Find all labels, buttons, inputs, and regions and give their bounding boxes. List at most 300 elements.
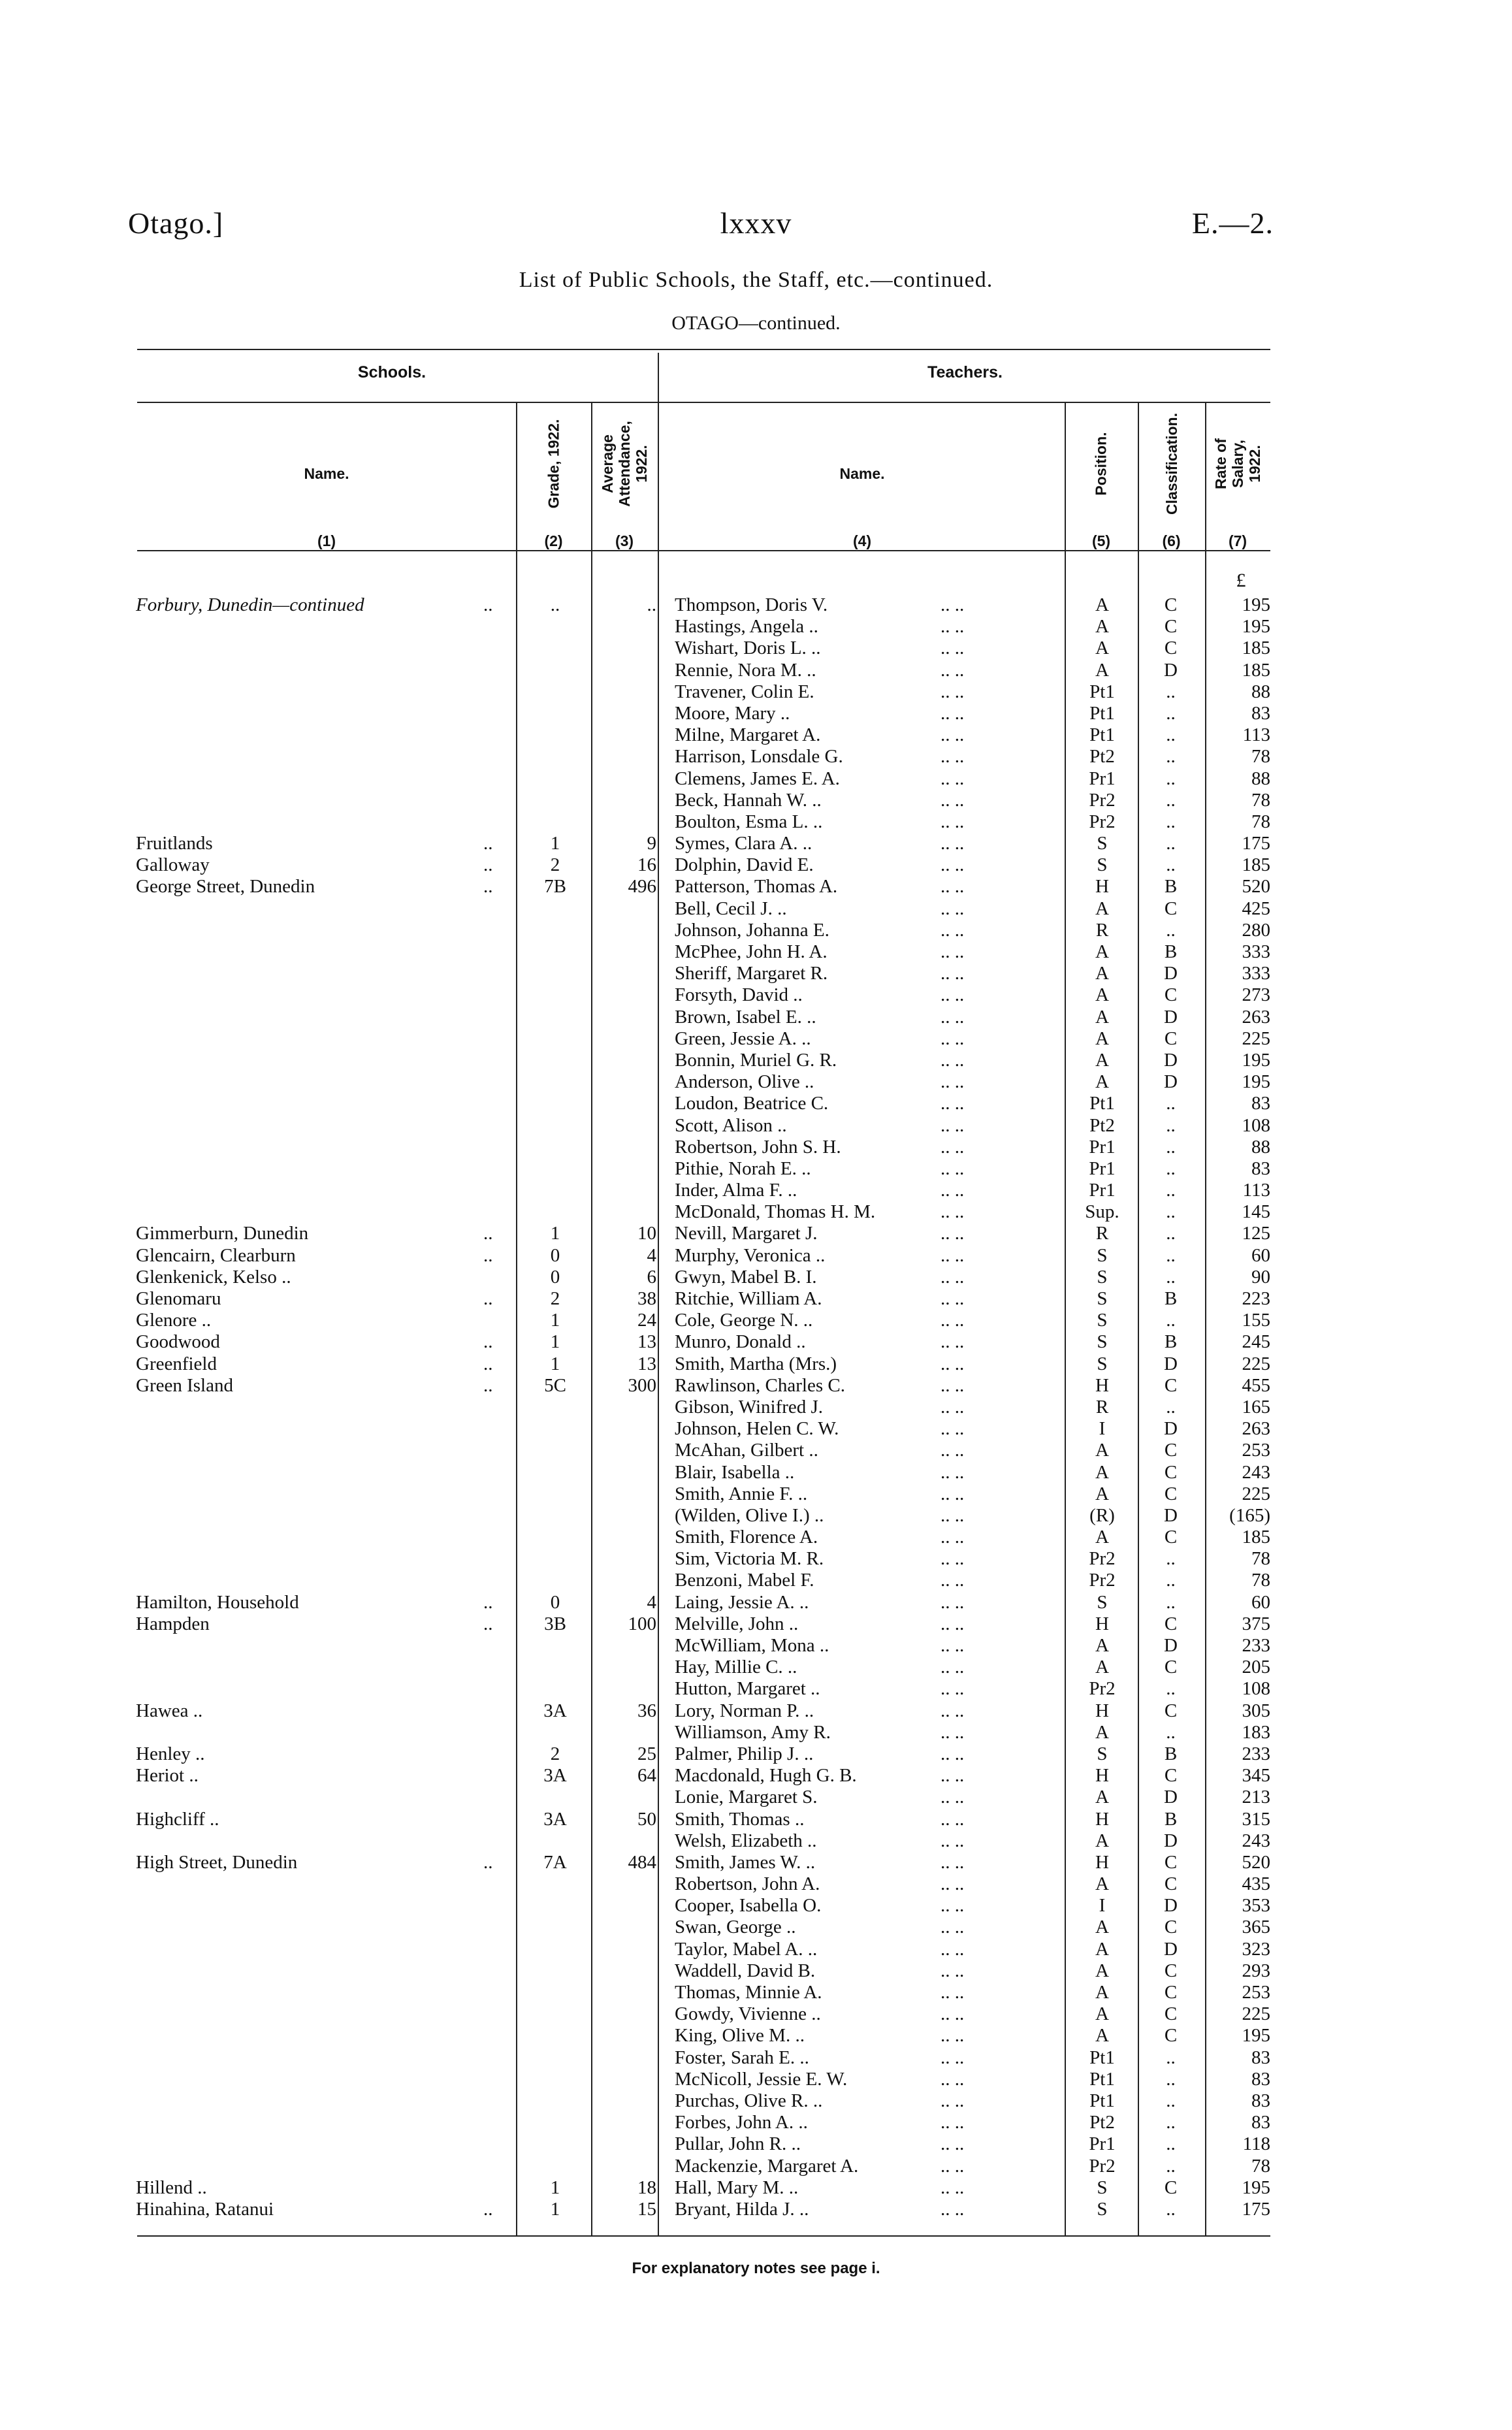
column-number: (1) bbox=[317, 532, 336, 549]
leader-dots-cell: .. bbox=[483, 2198, 493, 2220]
leader-dots-cell: .. .. bbox=[941, 1440, 965, 1461]
teacher-name-cell: Munro, Donald .. bbox=[675, 1331, 806, 1353]
leader-dots-cell: .. .. bbox=[941, 1873, 965, 1895]
teacher-name-cell: Hay, Millie C. .. bbox=[675, 1657, 797, 1678]
position-cell: S bbox=[1097, 1244, 1108, 1266]
position-cell: A bbox=[1095, 1635, 1109, 1656]
classification-cell: .. bbox=[1166, 681, 1176, 702]
salary-cell: 213 bbox=[1242, 1787, 1270, 1808]
school-name-cell: Forbury, Dunedin—continued bbox=[136, 594, 364, 615]
salary-cell: 520 bbox=[1242, 876, 1270, 898]
grade-cell: 0 bbox=[550, 1266, 560, 1288]
position-cell: A bbox=[1095, 984, 1109, 1006]
leader-dots-cell: .. .. bbox=[941, 594, 965, 615]
table-row bbox=[0, 941, 1512, 963]
salary-cell: 315 bbox=[1242, 1808, 1270, 1830]
salary-cell: 353 bbox=[1242, 1895, 1270, 1917]
teacher-name-cell: Rennie, Nora M. .. bbox=[675, 659, 816, 681]
teacher-name-cell: Welsh, Elizabeth .. bbox=[675, 1830, 817, 1851]
grade-cell: 1 bbox=[550, 2177, 560, 2198]
position-cell: A bbox=[1095, 594, 1109, 615]
position-cell: A bbox=[1095, 963, 1109, 984]
leader-dots-cell: .. .. bbox=[941, 1504, 965, 1526]
salary-cell: 195 bbox=[1242, 2025, 1270, 2047]
table-row bbox=[0, 876, 1512, 898]
salary-cell: 263 bbox=[1242, 1006, 1270, 1028]
attendance-cell: 25 bbox=[637, 1743, 656, 1764]
leader-dots-cell: .. .. bbox=[941, 2112, 965, 2133]
leader-dots-cell: .. bbox=[483, 1244, 493, 1266]
attendance-cell: 16 bbox=[637, 854, 656, 876]
salary-cell: 185 bbox=[1242, 1527, 1270, 1548]
position-cell: Pt1 bbox=[1089, 1093, 1115, 1114]
salary-cell: 293 bbox=[1242, 1960, 1270, 1981]
classification-cell: .. bbox=[1166, 854, 1176, 876]
position-cell: Pr2 bbox=[1089, 789, 1116, 811]
table-row bbox=[0, 1288, 1512, 1310]
teacher-name-cell: Blair, Isabella .. bbox=[675, 1461, 795, 1483]
salary-cell: 175 bbox=[1242, 833, 1270, 854]
leader-dots-cell: .. .. bbox=[941, 1765, 965, 1787]
table-row bbox=[0, 1007, 1512, 1028]
classification-cell: .. bbox=[1166, 1201, 1176, 1223]
leader-dots-cell: .. .. bbox=[941, 702, 965, 724]
attendance-cell: 10 bbox=[637, 1223, 656, 1244]
attendance-cell: 496 bbox=[628, 876, 656, 898]
teacher-name-cell: Hastings, Angela .. bbox=[675, 616, 818, 638]
attendance-cell: 4 bbox=[647, 1591, 656, 1613]
running-header-right: E.—2. bbox=[1191, 206, 1274, 240]
teacher-name-cell: Milne, Margaret A. bbox=[675, 724, 821, 746]
table-row bbox=[0, 1613, 1512, 1635]
classification-cell: B bbox=[1164, 1808, 1178, 1830]
leader-dots-cell: .. bbox=[483, 833, 493, 854]
column-header-rule bbox=[137, 550, 1270, 551]
teacher-name-cell: Travener, Colin E. bbox=[675, 681, 814, 702]
teacher-name-cell: Pullar, John R. .. bbox=[675, 2133, 801, 2155]
position-cell: R bbox=[1095, 1223, 1109, 1244]
classification-cell: C bbox=[1164, 1657, 1178, 1678]
classification-cell: C bbox=[1164, 1483, 1178, 1504]
position-cell: S bbox=[1097, 2177, 1108, 2198]
table-row bbox=[0, 833, 1512, 854]
position-cell: A bbox=[1095, 1938, 1109, 1960]
attendance-cell: 15 bbox=[637, 2198, 656, 2220]
teacher-name-cell: King, Olive M. .. bbox=[675, 2025, 805, 2047]
position-cell: Pr2 bbox=[1089, 1548, 1116, 1570]
classification-cell: C bbox=[1164, 616, 1178, 638]
leader-dots-cell: .. .. bbox=[941, 1657, 965, 1678]
position-cell: I bbox=[1099, 1895, 1106, 1917]
teacher-name-cell: Forsyth, David .. bbox=[675, 984, 803, 1006]
grade-column-heading bbox=[516, 405, 591, 523]
position-cell: A bbox=[1095, 1830, 1109, 1851]
teacher-name-cell: Johnson, Helen C. W. bbox=[675, 1418, 839, 1440]
teacher-name-cell: Sheriff, Margaret R. bbox=[675, 963, 828, 984]
leader-dots-cell: .. .. bbox=[941, 1006, 965, 1028]
table-bottom-rule bbox=[137, 2235, 1270, 2237]
grade-column-heading-label: Grade, 1922. bbox=[545, 419, 562, 509]
salary-cell: 253 bbox=[1242, 1440, 1270, 1461]
teacher-name-cell: (Wilden, Olive I.) .. bbox=[675, 1504, 824, 1526]
teacher-name-cell: Green, Jessie A. .. bbox=[675, 1028, 811, 1049]
teacher-name-cell: Pithie, Norah E. .. bbox=[675, 1158, 811, 1179]
classification-cell: D bbox=[1164, 963, 1178, 984]
position-cell: A bbox=[1095, 1440, 1109, 1461]
table-row bbox=[0, 1548, 1512, 1570]
classification-column-heading-label: Classification. bbox=[1163, 413, 1180, 515]
position-cell: H bbox=[1095, 876, 1109, 898]
leader-dots-cell: .. .. bbox=[941, 1938, 965, 1960]
table-row bbox=[0, 2069, 1512, 2090]
leader-dots-cell: .. .. bbox=[941, 1635, 965, 1656]
classification-cell: B bbox=[1164, 1743, 1178, 1764]
school-name-cell: Galloway bbox=[136, 854, 210, 876]
classification-cell: .. bbox=[1166, 1223, 1176, 1244]
salary-cell: 243 bbox=[1242, 1461, 1270, 1483]
classification-cell: C bbox=[1164, 1765, 1178, 1787]
attendance-cell: 18 bbox=[637, 2177, 656, 2198]
classification-cell: D bbox=[1164, 659, 1178, 681]
table-row bbox=[0, 2156, 1512, 2177]
table-row bbox=[0, 724, 1512, 746]
leader-dots-cell: .. .. bbox=[941, 941, 965, 962]
classification-cell: .. bbox=[1166, 1114, 1176, 1136]
leader-dots-cell: .. .. bbox=[941, 659, 965, 681]
leader-dots-cell: .. .. bbox=[941, 1374, 965, 1396]
classification-cell: .. bbox=[1166, 2112, 1176, 2133]
teacher-name-cell: Bryant, Hilda J. .. bbox=[675, 2198, 809, 2220]
teacher-name-cell: Melville, John .. bbox=[675, 1613, 799, 1634]
position-cell: A bbox=[1095, 1071, 1109, 1093]
teacher-name-cell: McAhan, Gilbert .. bbox=[675, 1440, 818, 1461]
classification-cell: D bbox=[1164, 1006, 1178, 1028]
classification-cell: .. bbox=[1166, 1244, 1176, 1266]
school-name-cell: Hamilton, Household bbox=[136, 1591, 299, 1613]
classification-cell: .. bbox=[1166, 1396, 1176, 1418]
leader-dots-cell: .. .. bbox=[941, 1743, 965, 1764]
position-cell: A bbox=[1095, 616, 1109, 638]
leader-dots-cell: .. .. bbox=[941, 1483, 965, 1504]
table-row bbox=[0, 1570, 1512, 1591]
teacher-name-cell: Bell, Cecil J. .. bbox=[675, 898, 787, 919]
school-name-cell: Fruitlands bbox=[136, 833, 213, 854]
position-cell: Pr2 bbox=[1089, 2155, 1116, 2177]
classification-cell: D bbox=[1164, 1895, 1178, 1917]
teacher-name-cell: Smith, James W. .. bbox=[675, 1851, 816, 1873]
leader-dots-cell: .. .. bbox=[941, 1201, 965, 1223]
salary-cell: 60 bbox=[1251, 1591, 1270, 1613]
position-cell: R bbox=[1095, 919, 1109, 941]
teacher-name-cell: Gibson, Winifred J. bbox=[675, 1396, 824, 1418]
column-number: (7) bbox=[1228, 532, 1247, 549]
school-name-cell: Glenomaru bbox=[136, 1288, 221, 1309]
teacher-name-cell: Cooper, Isabella O. bbox=[675, 1895, 822, 1917]
table-row bbox=[0, 1093, 1512, 1114]
schools-section-heading: Schools. bbox=[357, 363, 426, 381]
attendance-column-heading bbox=[591, 405, 658, 523]
table-row bbox=[0, 920, 1512, 941]
salary-cell: 375 bbox=[1242, 1613, 1270, 1634]
table-top-rule bbox=[137, 349, 1270, 350]
school-name-cell: High Street, Dunedin bbox=[136, 1851, 298, 1873]
classification-cell: C bbox=[1164, 1873, 1178, 1895]
teacher-name-cell: Wishart, Doris L. .. bbox=[675, 638, 821, 659]
classification-column-heading bbox=[1138, 405, 1205, 523]
teacher-name-cell: Palmer, Philip J. .. bbox=[675, 1743, 814, 1764]
classification-cell: C bbox=[1164, 638, 1178, 659]
attendance-cell: 9 bbox=[647, 833, 656, 854]
classification-cell: C bbox=[1164, 1440, 1178, 1461]
position-cell: A bbox=[1095, 659, 1109, 681]
teacher-name-cell: Moore, Mary .. bbox=[675, 702, 790, 724]
leader-dots-cell: .. .. bbox=[941, 1353, 965, 1374]
grade-cell: 1 bbox=[550, 1331, 560, 1353]
teacher-name-cell: Dolphin, David E. bbox=[675, 854, 814, 876]
salary-cell: 233 bbox=[1242, 1743, 1270, 1764]
table-row bbox=[0, 1267, 1512, 1288]
table-row bbox=[0, 963, 1512, 984]
classification-cell: .. bbox=[1166, 833, 1176, 854]
grade-cell: 1 bbox=[550, 1310, 560, 1331]
salary-cell: 83 bbox=[1251, 1158, 1270, 1179]
position-cell: S bbox=[1097, 2198, 1108, 2220]
table-row bbox=[0, 703, 1512, 724]
column-number: (4) bbox=[852, 532, 872, 549]
table-row bbox=[0, 1375, 1512, 1397]
leader-dots-cell: .. .. bbox=[941, 2003, 965, 2025]
salary-cell: 83 bbox=[1251, 2112, 1270, 2133]
table-row bbox=[0, 2047, 1512, 2069]
salary-cell: 225 bbox=[1242, 1028, 1270, 1049]
position-cell: Pt2 bbox=[1089, 2112, 1115, 2133]
teacher-name-cell: Patterson, Thomas A. bbox=[675, 876, 838, 898]
teacher-name-cell: Smith, Annie F. .. bbox=[675, 1483, 808, 1504]
classification-cell: C bbox=[1164, 1982, 1178, 2003]
attendance-cell: 24 bbox=[637, 1310, 656, 1331]
leader-dots-cell: .. .. bbox=[941, 876, 965, 898]
leader-dots-cell: .. .. bbox=[941, 963, 965, 984]
leader-dots-cell: .. .. bbox=[941, 2177, 965, 2198]
table-row bbox=[0, 1678, 1512, 1700]
salary-cell: 195 bbox=[1242, 594, 1270, 615]
teachers-section-heading: Teachers. bbox=[927, 363, 1003, 381]
classification-cell: D bbox=[1164, 1635, 1178, 1656]
position-cell: A bbox=[1095, 1873, 1109, 1895]
classification-cell: C bbox=[1164, 1527, 1178, 1548]
table-body bbox=[0, 594, 1512, 2220]
classification-cell: .. bbox=[1166, 1721, 1176, 1743]
teacher-name-cell: Smith, Martha (Mrs.) bbox=[675, 1353, 837, 1374]
classification-cell: C bbox=[1164, 1851, 1178, 1873]
leader-dots-cell: .. .. bbox=[941, 2198, 965, 2220]
position-cell: A bbox=[1095, 1721, 1109, 1743]
classification-cell: C bbox=[1164, 2177, 1178, 2198]
classification-cell: C bbox=[1164, 1700, 1178, 1721]
grade-cell: 1 bbox=[550, 1223, 560, 1244]
position-cell: R bbox=[1095, 1396, 1109, 1418]
position-cell: H bbox=[1095, 1851, 1109, 1873]
table-row bbox=[0, 1397, 1512, 1418]
leader-dots-cell: .. .. bbox=[941, 1570, 965, 1591]
salary-cell: 88 bbox=[1251, 768, 1270, 789]
salary-cell: 78 bbox=[1251, 789, 1270, 811]
position-cell: I bbox=[1099, 1418, 1106, 1440]
leader-dots-cell: .. .. bbox=[941, 984, 965, 1006]
classification-cell: D bbox=[1164, 1938, 1178, 1960]
grade-cell: 3A bbox=[543, 1808, 567, 1830]
salary-cell: 155 bbox=[1242, 1310, 1270, 1331]
classification-cell: D bbox=[1164, 1049, 1178, 1071]
salary-column-heading-label: Rate of Salary, 1922. bbox=[1212, 438, 1263, 489]
position-cell: H bbox=[1095, 1808, 1109, 1830]
table-row bbox=[0, 1505, 1512, 1527]
classification-cell: .. bbox=[1166, 2090, 1176, 2111]
attendance-cell: 50 bbox=[637, 1808, 656, 1830]
leader-dots-cell: .. .. bbox=[941, 919, 965, 941]
leader-dots-cell: .. .. bbox=[941, 1028, 965, 1049]
teacher-name-cell: Gowdy, Vivienne .. bbox=[675, 2003, 821, 2025]
position-cell: A bbox=[1095, 1787, 1109, 1808]
salary-cell: 305 bbox=[1242, 1700, 1270, 1721]
table-row bbox=[0, 811, 1512, 833]
column-number: (5) bbox=[1091, 532, 1111, 549]
table-row bbox=[0, 1722, 1512, 1743]
salary-cell: 280 bbox=[1242, 919, 1270, 941]
position-cell: A bbox=[1095, 1006, 1109, 1028]
teacher-name-cell: Hall, Mary M. .. bbox=[675, 2177, 799, 2198]
table-row bbox=[0, 1223, 1512, 1244]
teacher-name-cell: Rawlinson, Charles C. bbox=[675, 1374, 845, 1396]
position-cell: A bbox=[1095, 941, 1109, 962]
attendance-cell: 36 bbox=[637, 1700, 656, 1721]
teacher-name-cell: McDonald, Thomas H. M. bbox=[675, 1201, 876, 1223]
school-name-cell: George Street, Dunedin bbox=[136, 876, 315, 898]
position-cell: A bbox=[1095, 1960, 1109, 1981]
teacher-name-cell: Taylor, Mabel A. .. bbox=[675, 1938, 818, 1960]
position-cell: A bbox=[1095, 638, 1109, 659]
leader-dots-cell: .. .. bbox=[941, 1331, 965, 1353]
classification-cell: .. bbox=[1166, 1266, 1176, 1288]
leader-dots-cell: .. .. bbox=[941, 724, 965, 746]
salary-cell: 243 bbox=[1242, 1830, 1270, 1851]
salary-cell: 185 bbox=[1242, 854, 1270, 876]
table-row bbox=[0, 1071, 1512, 1093]
teacher-name-cell: Laing, Jessie A. .. bbox=[675, 1591, 809, 1613]
salary-cell: 88 bbox=[1251, 681, 1270, 702]
leader-dots-cell: .. .. bbox=[941, 1310, 965, 1331]
table-row bbox=[0, 768, 1512, 790]
grade-cell: 0 bbox=[550, 1591, 560, 1613]
position-cell: S bbox=[1097, 1331, 1108, 1353]
teacher-name-cell: Hutton, Margaret .. bbox=[675, 1678, 820, 1700]
table-row bbox=[0, 1418, 1512, 1440]
salary-cell: 253 bbox=[1242, 1982, 1270, 2003]
position-cell: Pt1 bbox=[1089, 2068, 1115, 2090]
leader-dots-cell: .. .. bbox=[941, 1244, 965, 1266]
table-row bbox=[0, 1028, 1512, 1050]
position-cell: A bbox=[1095, 1917, 1109, 1938]
salary-cell: 88 bbox=[1251, 1136, 1270, 1158]
classification-cell: C bbox=[1164, 1917, 1178, 1938]
salary-cell: 165 bbox=[1242, 1396, 1270, 1418]
classification-cell: .. bbox=[1166, 746, 1176, 768]
salary-cell: 83 bbox=[1251, 702, 1270, 724]
classification-cell: C bbox=[1164, 1374, 1178, 1396]
table-row bbox=[0, 854, 1512, 876]
leader-dots-cell: .. .. bbox=[941, 768, 965, 789]
leader-dots-cell: .. bbox=[483, 594, 493, 615]
salary-cell: 223 bbox=[1242, 1288, 1270, 1309]
leader-dots-cell: .. .. bbox=[941, 1591, 965, 1613]
table-row bbox=[0, 1787, 1512, 1808]
position-cell: S bbox=[1097, 1288, 1108, 1309]
footnote: For explanatory notes see page i. bbox=[632, 2260, 880, 2277]
page-number: lxxxv bbox=[720, 206, 792, 240]
position-cell: S bbox=[1097, 1353, 1108, 1374]
table-row bbox=[0, 681, 1512, 703]
table-row bbox=[0, 2199, 1512, 2220]
classification-cell: .. bbox=[1166, 1180, 1176, 1201]
salary-cell: 78 bbox=[1251, 1548, 1270, 1570]
salary-cell: 60 bbox=[1251, 1244, 1270, 1266]
leader-dots-cell: .. bbox=[483, 1223, 493, 1244]
leader-dots-cell: .. .. bbox=[941, 1158, 965, 1179]
teacher-name-cell: Smith, Thomas .. bbox=[675, 1808, 805, 1830]
leader-dots-cell: .. .. bbox=[941, 1613, 965, 1634]
salary-cell: 108 bbox=[1242, 1678, 1270, 1700]
leader-dots-cell: .. .. bbox=[941, 1071, 965, 1093]
school-name-cell: Goodwood bbox=[136, 1331, 220, 1353]
grade-cell: 7A bbox=[543, 1851, 567, 1873]
leader-dots-cell: .. .. bbox=[941, 811, 965, 832]
leader-dots-cell: .. .. bbox=[941, 1288, 965, 1309]
leader-dots-cell: .. bbox=[483, 1851, 493, 1873]
classification-cell: C bbox=[1164, 984, 1178, 1006]
leader-dots-cell: .. .. bbox=[941, 1960, 965, 1981]
table-row bbox=[0, 2025, 1512, 2047]
section-header-rule bbox=[137, 402, 1270, 403]
leader-dots-cell: .. .. bbox=[941, 1180, 965, 1201]
position-cell: H bbox=[1095, 1374, 1109, 1396]
attendance-cell: 484 bbox=[628, 1851, 656, 1873]
table-row bbox=[0, 2133, 1512, 2155]
teacher-name-cell: Smith, Florence A. bbox=[675, 1527, 818, 1548]
classification-cell: .. bbox=[1166, 789, 1176, 811]
table-row bbox=[0, 2177, 1512, 2199]
position-cell: Pt2 bbox=[1089, 746, 1115, 768]
teacher-name-cell: Scott, Alison .. bbox=[675, 1114, 787, 1136]
leader-dots-cell: .. .. bbox=[941, 1787, 965, 1808]
leader-dots-cell: .. .. bbox=[941, 789, 965, 811]
table-row bbox=[0, 1982, 1512, 2003]
leader-dots-cell: .. .. bbox=[941, 1548, 965, 1570]
leader-dots-cell: .. .. bbox=[941, 638, 965, 659]
table-row bbox=[0, 1180, 1512, 1201]
classification-cell: .. bbox=[1166, 2047, 1176, 2068]
leader-dots-cell: .. .. bbox=[941, 1114, 965, 1136]
teacher-name-cell: Sim, Victoria M. R. bbox=[675, 1548, 824, 1570]
school-name-cell: Greenfield bbox=[136, 1353, 217, 1374]
salary-cell: 183 bbox=[1242, 1721, 1270, 1743]
table-row bbox=[0, 790, 1512, 811]
salary-cell: 78 bbox=[1251, 1570, 1270, 1591]
salary-cell: 365 bbox=[1242, 1917, 1270, 1938]
position-cell: A bbox=[1095, 2025, 1109, 2047]
salary-cell: 185 bbox=[1242, 659, 1270, 681]
attendance-column-heading-label: Average Attendance, 1922. bbox=[599, 421, 650, 507]
classification-cell: .. bbox=[1166, 1158, 1176, 1179]
